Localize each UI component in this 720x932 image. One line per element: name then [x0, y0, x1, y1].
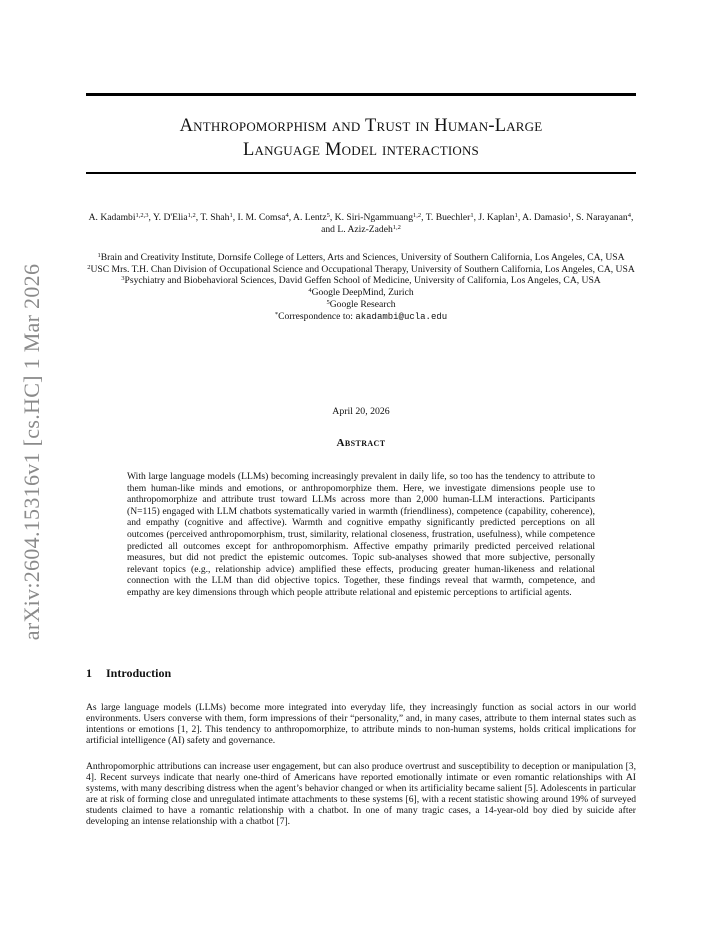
affiliation: $^2$USC Mrs. T.H. Chan Division of Occupational Science and Occupational Therapy, University of Southern California, Los Angeles, CA, USA	[87, 263, 635, 275]
arxiv-identifier	[18, 264, 46, 640]
author: A. Kadambi$^{1,2,3}$	[88, 212, 149, 223]
section-title: Introduction	[106, 666, 172, 680]
author: A. Damasio$^1$	[522, 212, 572, 223]
correspondence-line: *Correspondence to: akadambi@ucla.edu	[274, 310, 448, 322]
author: J. Kaplan$^1$	[478, 212, 518, 223]
abstract-heading: Abstract	[336, 437, 386, 449]
intro-paragraph-1: As large language models (LLMs) become more integrated into everyday life, they increasingly function as social actors in our world environments. Users converse with them, form impressions of their “personality,” and, in many cases, attribute to them internal states such as intentions or emotions [1, 2]. This tendency to anthropomorphize, to attribute minds to non-human systems, holds critical implications for artificial intelligence (AI) safety and governance.	[86, 702, 636, 747]
author: K. Siri-Ngammuang$^{1,2}$	[334, 212, 422, 223]
author: A. Lentz$^5$	[293, 212, 330, 223]
author: I. M. Comsa$^4$	[237, 212, 289, 223]
author: T. Shah$^1$	[200, 212, 233, 223]
correspondence-email[interactable]: akadambi@ucla.edu	[355, 311, 448, 322]
title-top-rule	[86, 93, 636, 96]
paper-title	[86, 114, 636, 162]
author: Y. D'Elia$^{1,2}$	[152, 212, 196, 223]
affiliation: $^1$Brain and Creativity Institute, Dornsife College of Letters, Arts and Sciences, University of Southern California, Los Angeles, CA, USA	[97, 252, 625, 263]
affiliation: $^4$Google DeepMind, Zurich	[308, 287, 414, 299]
title-line-1: Anthropomorphism and Trust in Human-Large	[179, 116, 543, 136]
author: T. Buechler$^1$	[425, 212, 474, 223]
section-number: 1	[86, 666, 92, 680]
affiliation-list	[86, 252, 636, 323]
section-heading-introduction	[86, 666, 171, 681]
affiliation: $^3$Psychiatry and Biobehavioral Sciences, David Geffen School of Medicine, University of California, Los Angeles, CA, USA	[121, 275, 601, 287]
author: L. Aziz-Zadeh$^{1,2}$	[337, 224, 401, 235]
intro-paragraph-2: Anthropomorphic attributions can increase user engagement, but can also produce overtrust and susceptibility to deception or manipulation [3, 4]. Recent surveys indicate that nearly one-third of Americans have reported emotionally intimate or even romantic relationships with AI systems, with many describing distress when the agent’s behavior changed or when its artificiality became salient [5]. Adolescents in particular are at risk of forming close and unregulated intimate attachments to these systems [6], with a recent statistic showing around 19% of surveyed students claimed to have a romantic relationship with a chatbot. In one of many tragic cases, a 14-year-old boy died by suicide after developing an intense relationship with a chatbot [7].	[86, 761, 636, 828]
paper-date: April 20, 2026	[332, 406, 390, 417]
author-list: A. Kadambi$^{1,2,3}$, Y. D'Elia$^{1,2}$, T. Shah$^1$, I. M. Comsa$^4$, A. Lentz$^5$, K. Siri-Ngammuang$^{1,2}$, T. Buechler$^1$, J. Kaplan$^1$, A. Damasio$^1$, S. Narayanan$^4$, and L. Aziz-Zadeh$^{1,2}$	[88, 212, 634, 235]
title-line-2: Language Model interactions	[243, 140, 479, 160]
author: S. Narayanan$^4$	[576, 212, 631, 223]
arxiv-identifier-text: arXiv:2604.15316v1 [cs.HC] 1 Mar 2026	[19, 263, 44, 641]
affiliation: $^5$Google Research	[326, 298, 396, 310]
title-bottom-rule	[86, 172, 636, 174]
abstract-text: With large language models (LLMs) becoming increasingly prevalent in daily life, so too has the tendency to attribute to them human-like minds and emotions, or anthropomorphize them. Here, we investigate dimensions people use to anthropomorphize and attribute trust toward LLMs across more than 2,000 human-LLM interactions. Participants (N=115) engaged with LLM chatbots systematically varied in warmth (friendliness), competence (capability, coherence), and empathy (cognitive and affective). Warmth and cognitive empathy significantly predicted perceptions on all outcomes (perceived anthropomorphism, trust, similarity, relational closeness, frustration, usefulness), while competence predicted all outcomes except for anthropomorphism. Affective empathy primarily predicted perceived relational measures, but did not predict the epistemic outcomes. Topic sub-analyses showed that more subjective, personally relevant topics (e.g., relationship advice) amplified these effects, producing greater human-likeness and relational connection with the LLM than did objective topics. Together, these findings reveal that warmth, competence, and empathy are key dimensions through which people attribute relational and epistemic perceptions to artificial agents.	[127, 471, 595, 598]
